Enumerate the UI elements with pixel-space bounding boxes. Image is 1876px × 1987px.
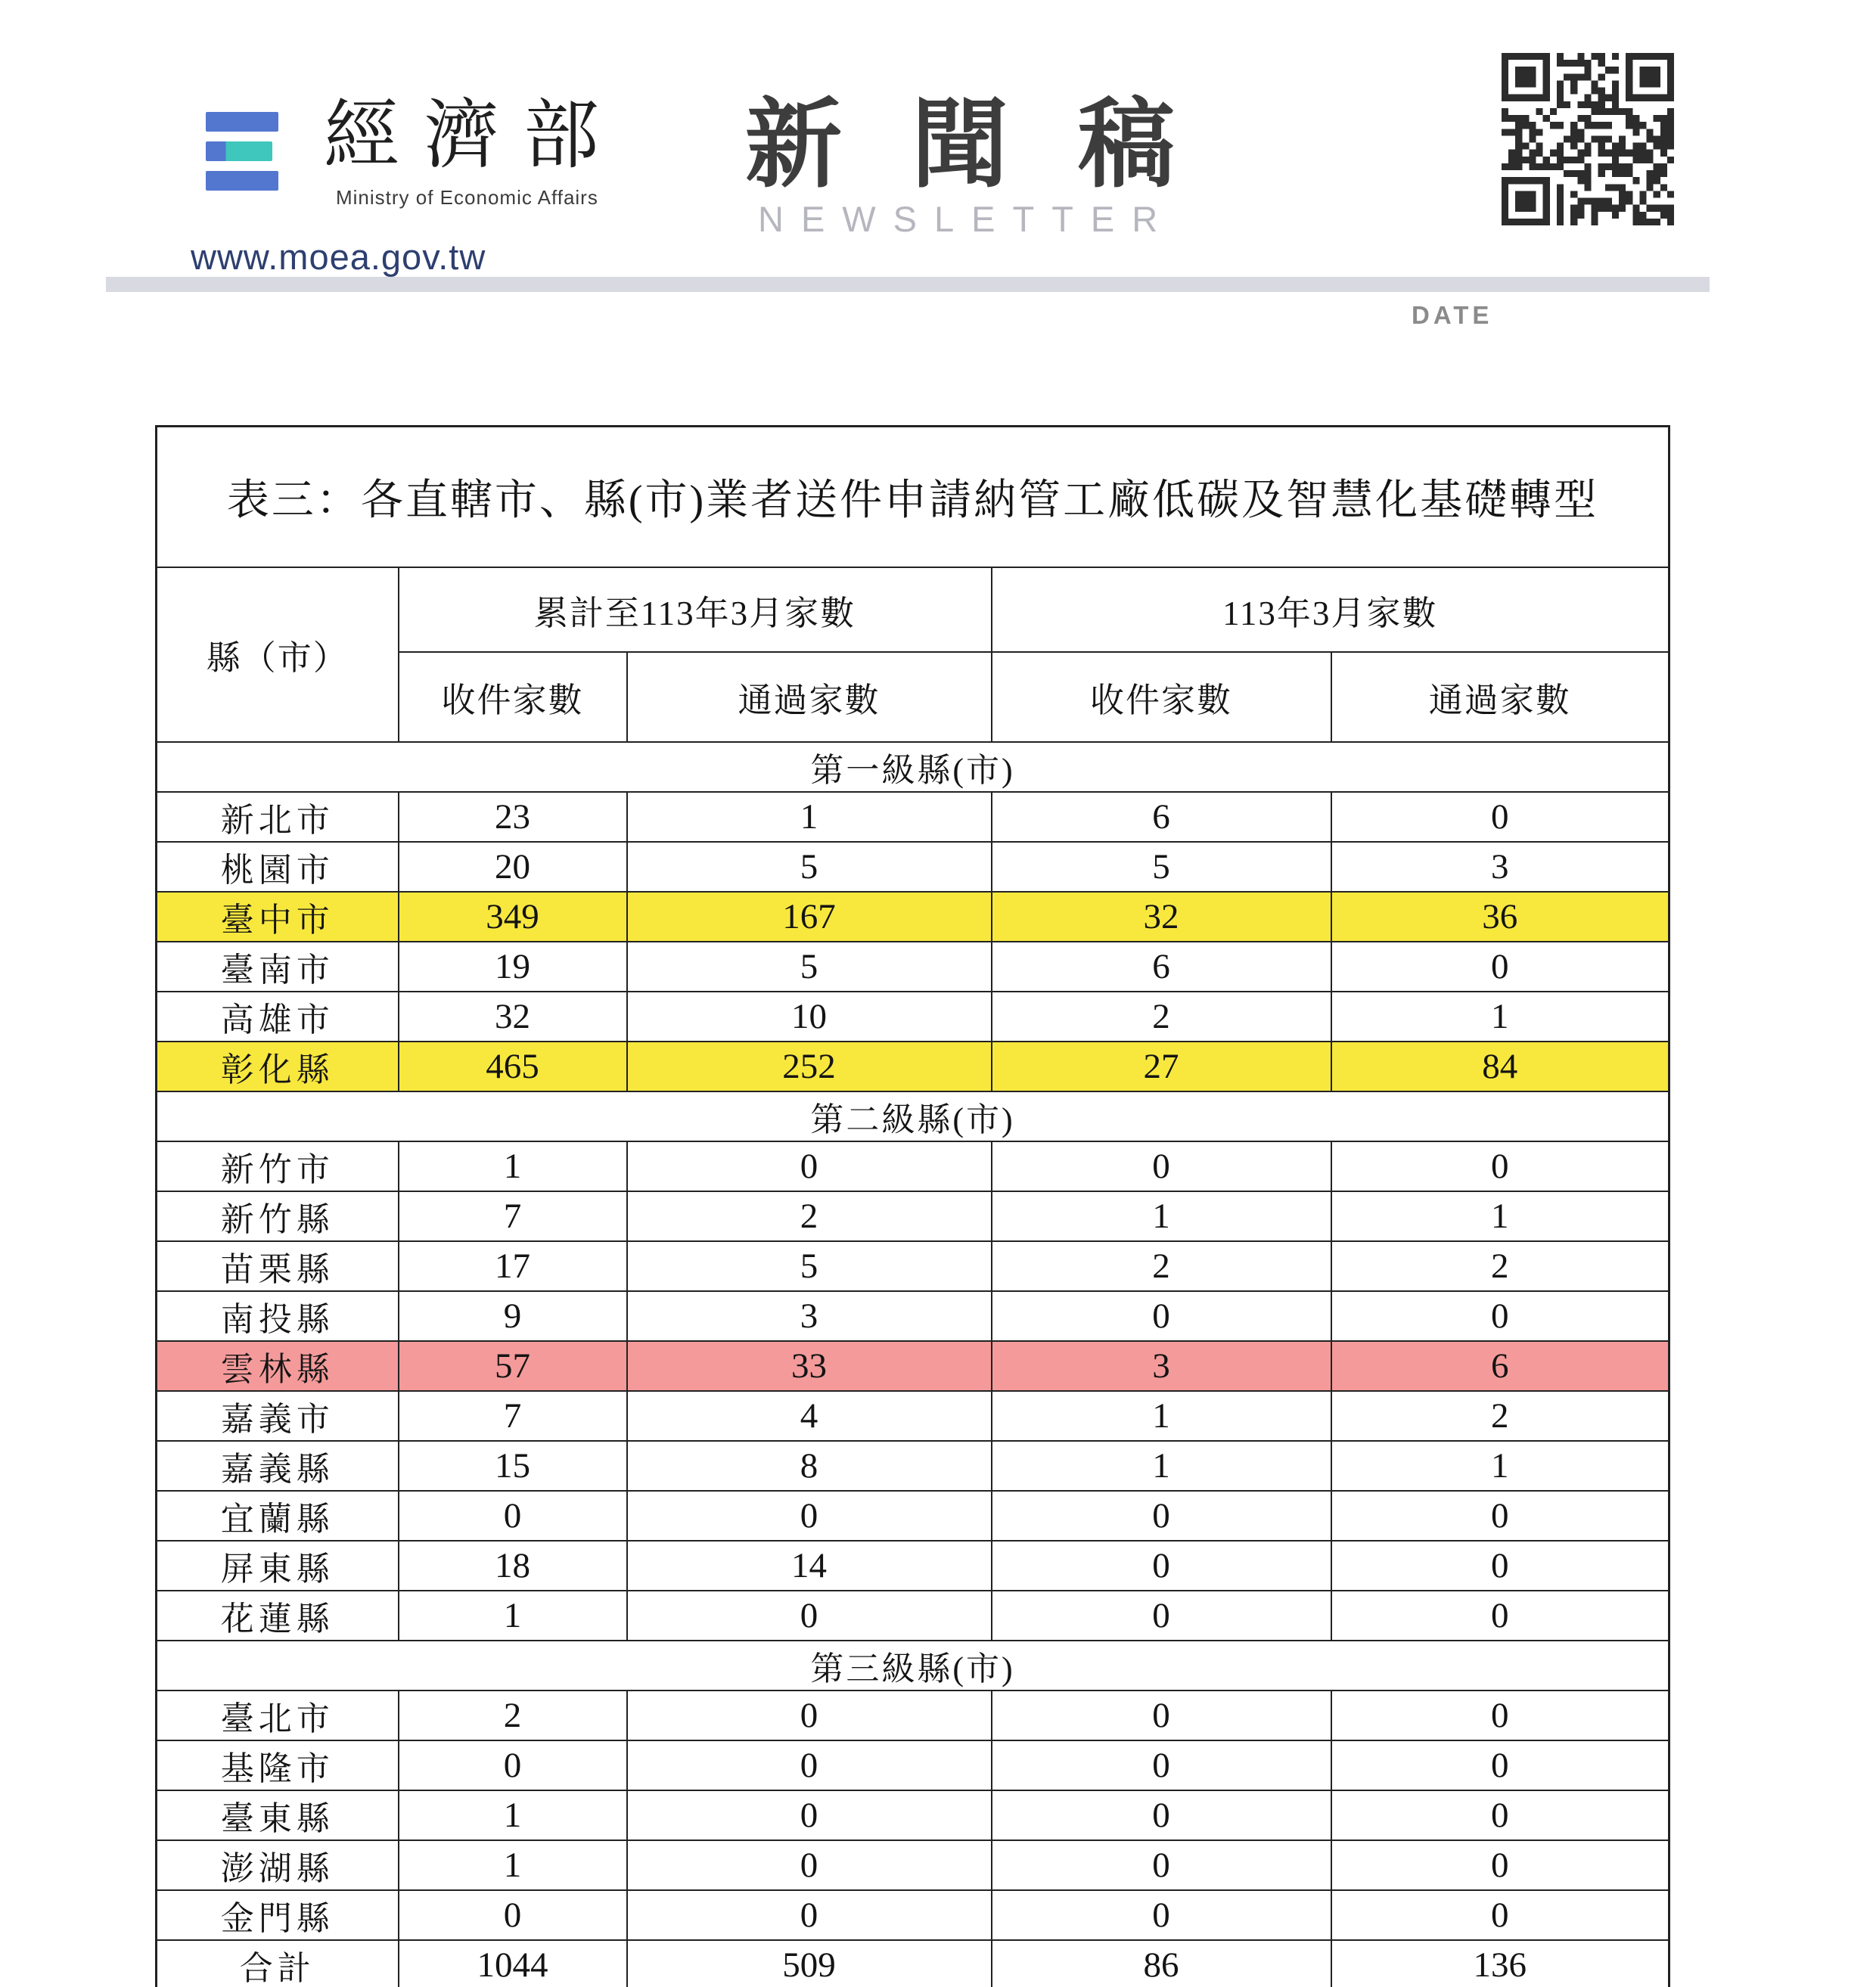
table-title-row xyxy=(157,427,1669,568)
value-cell: 0 xyxy=(1331,1541,1669,1591)
statistics-table xyxy=(155,425,1670,1987)
data-row xyxy=(157,792,1669,842)
value-cell: 0 xyxy=(627,1840,992,1890)
county-cell: 彰化縣 xyxy=(157,1042,399,1091)
header-group-row xyxy=(157,567,1669,652)
value-cell: 3 xyxy=(1331,842,1669,892)
county-cell: 花蓮縣 xyxy=(157,1591,399,1641)
header-divider xyxy=(106,277,1710,292)
county-cell: 屏東縣 xyxy=(157,1541,399,1591)
value-cell: 0 xyxy=(1331,1491,1669,1541)
value-cell: 1 xyxy=(992,1391,1331,1441)
value-cell: 1 xyxy=(399,1840,627,1890)
value-cell: 10 xyxy=(627,992,992,1042)
value-cell: 14 xyxy=(627,1541,992,1591)
col-header-received-cumulative: 收件家數 xyxy=(399,652,627,742)
data-row xyxy=(157,1840,1669,1890)
value-cell: 0 xyxy=(992,1840,1331,1890)
county-cell: 宜蘭縣 xyxy=(157,1491,399,1541)
logo-bar-middle xyxy=(206,141,272,161)
value-cell: 465 xyxy=(399,1042,627,1091)
total-row xyxy=(157,1940,1669,1987)
col-header-county: 縣（市） xyxy=(157,567,399,742)
value-cell: 0 xyxy=(1331,1890,1669,1940)
section-label: 第二級縣(市) xyxy=(157,1091,1669,1141)
value-cell: 1 xyxy=(399,1790,627,1840)
section-header-row xyxy=(157,742,1669,792)
value-cell: 0 xyxy=(992,1890,1331,1940)
value-cell: 1 xyxy=(627,792,992,842)
value-cell: 0 xyxy=(1331,1740,1669,1790)
county-cell: 新竹市 xyxy=(157,1141,399,1191)
value-cell: 0 xyxy=(627,1790,992,1840)
data-row xyxy=(157,1141,1669,1191)
data-row xyxy=(157,1391,1669,1441)
data-row xyxy=(157,1890,1669,1940)
value-cell: 2 xyxy=(992,1241,1331,1291)
value-cell: 1 xyxy=(992,1191,1331,1241)
value-cell: 19 xyxy=(399,942,627,992)
logo-bar-top xyxy=(206,112,278,132)
section-label: 第三級縣(市) xyxy=(157,1641,1669,1691)
value-cell: 0 xyxy=(627,1141,992,1191)
value-cell: 2 xyxy=(1331,1241,1669,1291)
doc-title-zh: 新聞稿 xyxy=(745,92,1245,199)
total-value-cell: 136 xyxy=(1331,1940,1669,1987)
value-cell: 252 xyxy=(627,1042,992,1091)
col-header-received-month: 收件家數 xyxy=(992,652,1331,742)
value-cell: 0 xyxy=(399,1890,627,1940)
total-label-cell: 合計 xyxy=(157,1940,399,1987)
col-group-month: 113年3月家數 xyxy=(992,567,1669,652)
org-name-zh: 經濟部 xyxy=(324,94,623,178)
value-cell: 7 xyxy=(399,1191,627,1241)
value-cell: 57 xyxy=(399,1341,627,1391)
data-row xyxy=(157,992,1669,1042)
value-cell: 0 xyxy=(992,1790,1331,1840)
value-cell: 9 xyxy=(399,1291,627,1341)
table-title: 表三：各直轄市、縣(市)業者送件申請納管工廠低碳及智慧化基礎轉型 xyxy=(157,427,1669,568)
value-cell: 2 xyxy=(992,992,1331,1042)
value-cell: 1 xyxy=(399,1141,627,1191)
value-cell: 32 xyxy=(399,992,627,1042)
county-cell: 雲林縣 xyxy=(157,1341,399,1391)
value-cell: 0 xyxy=(992,1691,1331,1740)
value-cell: 2 xyxy=(1331,1391,1669,1441)
county-cell: 苗栗縣 xyxy=(157,1241,399,1291)
value-cell: 20 xyxy=(399,842,627,892)
table-body xyxy=(157,742,1669,1987)
value-cell: 0 xyxy=(627,1591,992,1641)
doc-title-en: NEWSLETTER xyxy=(758,199,1176,239)
qr-code xyxy=(1502,53,1674,225)
value-cell: 32 xyxy=(992,892,1331,942)
value-cell: 0 xyxy=(1331,1141,1669,1191)
value-cell: 0 xyxy=(627,1691,992,1740)
value-cell: 0 xyxy=(992,1740,1331,1790)
value-cell: 5 xyxy=(627,1241,992,1291)
value-cell: 0 xyxy=(627,1890,992,1940)
data-row xyxy=(157,1291,1669,1341)
col-header-approved-cumulative: 通過家數 xyxy=(627,652,992,742)
county-cell: 臺南市 xyxy=(157,942,399,992)
value-cell: 0 xyxy=(1331,792,1669,842)
value-cell: 0 xyxy=(1331,1291,1669,1341)
value-cell: 0 xyxy=(1331,1691,1669,1740)
value-cell: 0 xyxy=(1331,942,1669,992)
county-cell: 臺東縣 xyxy=(157,1790,399,1840)
logo-bar-bottom xyxy=(206,171,278,191)
data-row xyxy=(157,1691,1669,1740)
value-cell: 0 xyxy=(992,1591,1331,1641)
value-cell: 0 xyxy=(992,1491,1331,1541)
total-value-cell: 509 xyxy=(627,1940,992,1987)
data-row xyxy=(157,1241,1669,1291)
value-cell: 1 xyxy=(399,1591,627,1641)
total-value-cell: 1044 xyxy=(399,1940,627,1987)
value-cell: 0 xyxy=(992,1541,1331,1591)
website-url: www.moea.gov.tw xyxy=(191,237,486,277)
date-label: DATE xyxy=(1412,301,1493,329)
value-cell: 0 xyxy=(1331,1790,1669,1840)
county-cell: 臺中市 xyxy=(157,892,399,942)
county-cell: 新北市 xyxy=(157,792,399,842)
value-cell: 27 xyxy=(992,1042,1331,1091)
value-cell: 8 xyxy=(627,1441,992,1491)
value-cell: 5 xyxy=(992,842,1331,892)
org-name-en: Ministry of Economic Affairs xyxy=(336,186,598,209)
col-group-cumulative: 累計至113年3月家數 xyxy=(399,567,992,652)
data-row xyxy=(157,1790,1669,1840)
value-cell: 2 xyxy=(627,1191,992,1241)
value-cell: 0 xyxy=(1331,1840,1669,1890)
value-cell: 1 xyxy=(992,1441,1331,1491)
value-cell: 6 xyxy=(992,792,1331,842)
value-cell: 18 xyxy=(399,1541,627,1591)
county-cell: 桃園市 xyxy=(157,842,399,892)
moea-logo-icon xyxy=(206,112,278,200)
value-cell: 7 xyxy=(399,1391,627,1441)
county-cell: 南投縣 xyxy=(157,1291,399,1341)
data-row xyxy=(157,1441,1669,1491)
data-row xyxy=(157,892,1669,942)
data-row xyxy=(157,1491,1669,1541)
data-row xyxy=(157,942,1669,992)
data-row xyxy=(157,1341,1669,1391)
county-cell: 嘉義縣 xyxy=(157,1441,399,1491)
value-cell: 6 xyxy=(992,942,1331,992)
value-cell: 1 xyxy=(1331,1441,1669,1491)
value-cell: 36 xyxy=(1331,892,1669,942)
data-row xyxy=(157,842,1669,892)
value-cell: 33 xyxy=(627,1341,992,1391)
value-cell: 0 xyxy=(627,1491,992,1541)
value-cell: 15 xyxy=(399,1441,627,1491)
value-cell: 6 xyxy=(1331,1341,1669,1391)
data-row xyxy=(157,1042,1669,1091)
value-cell: 0 xyxy=(399,1740,627,1790)
county-cell: 金門縣 xyxy=(157,1890,399,1940)
data-row xyxy=(157,1740,1669,1790)
value-cell: 0 xyxy=(1331,1591,1669,1641)
county-cell: 澎湖縣 xyxy=(157,1840,399,1890)
data-row xyxy=(157,1191,1669,1241)
total-value-cell: 86 xyxy=(992,1940,1331,1987)
section-header-row xyxy=(157,1091,1669,1141)
county-cell: 新竹縣 xyxy=(157,1191,399,1241)
value-cell: 5 xyxy=(627,842,992,892)
value-cell: 0 xyxy=(627,1740,992,1790)
county-cell: 臺北市 xyxy=(157,1691,399,1740)
county-cell: 基隆市 xyxy=(157,1740,399,1790)
value-cell: 167 xyxy=(627,892,992,942)
value-cell: 4 xyxy=(627,1391,992,1441)
value-cell: 3 xyxy=(627,1291,992,1341)
value-cell: 349 xyxy=(399,892,627,942)
value-cell: 1 xyxy=(1331,992,1669,1042)
col-header-approved-month: 通過家數 xyxy=(1331,652,1669,742)
data-row xyxy=(157,1591,1669,1641)
value-cell: 23 xyxy=(399,792,627,842)
value-cell: 3 xyxy=(992,1341,1331,1391)
value-cell: 84 xyxy=(1331,1042,1669,1091)
section-header-row xyxy=(157,1641,1669,1691)
data-row xyxy=(157,1541,1669,1591)
value-cell: 2 xyxy=(399,1691,627,1740)
value-cell: 0 xyxy=(992,1141,1331,1191)
value-cell: 0 xyxy=(399,1491,627,1541)
county-cell: 嘉義市 xyxy=(157,1391,399,1441)
value-cell: 1 xyxy=(1331,1191,1669,1241)
value-cell: 17 xyxy=(399,1241,627,1291)
county-cell: 高雄市 xyxy=(157,992,399,1042)
section-label: 第一級縣(市) xyxy=(157,742,1669,792)
value-cell: 5 xyxy=(627,942,992,992)
value-cell: 0 xyxy=(992,1291,1331,1341)
